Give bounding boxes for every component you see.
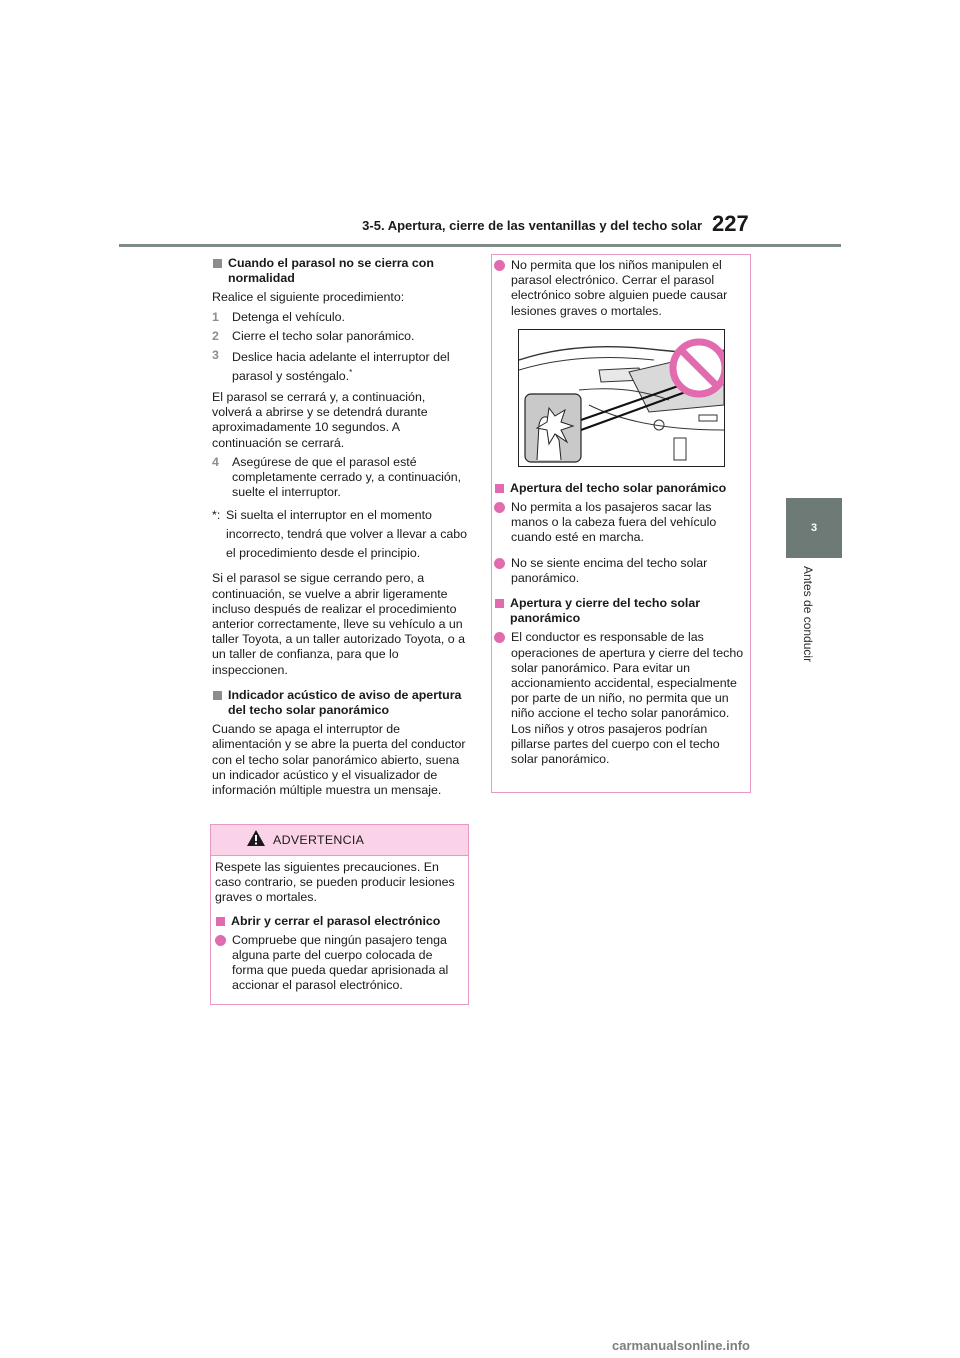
header-divider [119,244,841,247]
square-bullet-icon [495,599,504,608]
step-item: 2 Cierre el techo solar panorámico. [212,328,415,343]
section-heading: Apertura y cierre del techo solar panorámico [494,596,748,626]
list-item: No se siente encima del techo solar panorámico. [494,556,748,586]
page-number: 227 [712,211,749,236]
square-bullet-icon [213,691,222,700]
warning-header [211,825,468,856]
footnote: *: Si suelta el interruptor en el momento incorrecto, tendrá que volver a llevar a cabo el procedimiento desde el principio. [212,508,468,561]
warning-box [210,824,469,1005]
paragraph: Si el parasol se sigue cerrando pero, a continuación, se vuelve a abrir ligeramente incluso después de realizar el procedimiento anterior correctamente, lleve su vehículo a un taller Toyota, a un taller autorizado Toyota, o a un taller de confianza, para que lo inspeccionen. [212,571,466,677]
list-item: Compruebe que ningún pasajero tenga alguna parte del cuerpo colocada de forma que pueda quedar aprisionada al accionar el parasol electrónico. [215,933,464,994]
sunshade-illustration [518,329,725,467]
circle-bullet-icon [494,502,505,513]
chapter-tab [786,498,842,558]
step-item: 4 Asegúrese de que el parasol esté completamente cerrado y, a continuación, suelte el interruptor. [212,454,462,500]
step-item: 1 Detenga el vehículo. [212,309,345,324]
warning-title: ADVERTENCIA [273,833,365,847]
paragraph: Cuando se apaga el interruptor de alimentación y se abre la puerta del conductor con el techo solar panorámico abierto, suena un indicador acústico y el visualizador de información múltiple muestra un mensaje. [212,722,466,798]
chapter-number: 3 [810,522,818,534]
chapter-label: Antes de conducir [801,566,815,663]
paragraph: Realice el siguiente procedimiento: [212,290,405,305]
footnote-mark: * [349,367,353,377]
warning-triangle-icon [246,829,266,847]
list-item: No permita que los niños manipulen el parasol electrónico. Cerrar el parasol electrónico sobre alguien puede causar lesiones graves o mortales. [494,258,748,319]
circle-bullet-icon [215,935,226,946]
section-heading: Cuando el parasol no se cierra con normalidad [212,256,468,286]
header-title: 3-5. Apertura, cierre de las ventanillas y del techo solar [362,218,702,233]
section-heading: Apertura del techo solar panorámico [494,481,748,496]
right-column [494,258,748,777]
circle-bullet-icon [494,260,505,271]
warning-body: Respete las siguientes precauciones. En caso contrario, se pueden producir lesiones graves o mortales. Abrir y cerrar el parasol electrónico Compruebe que ningún pasajero tenga alguna parte del cuerpo colocada de forma que pueda quedar aprisionada al accionar el parasol electrónico. [211,856,468,994]
section-heading: Abrir y cerrar el parasol electrónico [215,914,464,929]
circle-bullet-icon [494,632,505,643]
paragraph: El parasol se cerrará y, a continuación, volverá a abrirse y se detendrá durante aproximadamente 10 segundos. A continuación se cerrará. [212,390,428,450]
list-item: No permita a los pasajeros sacar las manos o la cabeza fuera del vehículo cuando esté en marcha. [494,500,748,546]
square-bullet-icon [495,484,504,493]
car-interior-illustration-icon [519,330,724,466]
section-heading: Indicador acústico de aviso de apertura del techo solar panorámico [212,688,468,718]
circle-bullet-icon [494,558,505,569]
square-bullet-icon [213,259,222,268]
left-column [212,256,468,802]
step-item: 3 Deslice hacia adelante el interruptor del parasol y sosténgalo.* [212,348,450,384]
watermark: carmanualsonline.info [612,1338,750,1353]
list-item: El conductor es responsable de las operaciones de apertura y cierre del techo solar panorámico. Para evitar un accionamiento accidental, especialmente por parte de un niño, no permita que un niño accione el techo solar panorámico. Los niños y otros pasajeros podrían pillarse partes del cuerpo con el techo solar panorámico. [494,630,748,767]
square-bullet-icon [216,917,225,926]
